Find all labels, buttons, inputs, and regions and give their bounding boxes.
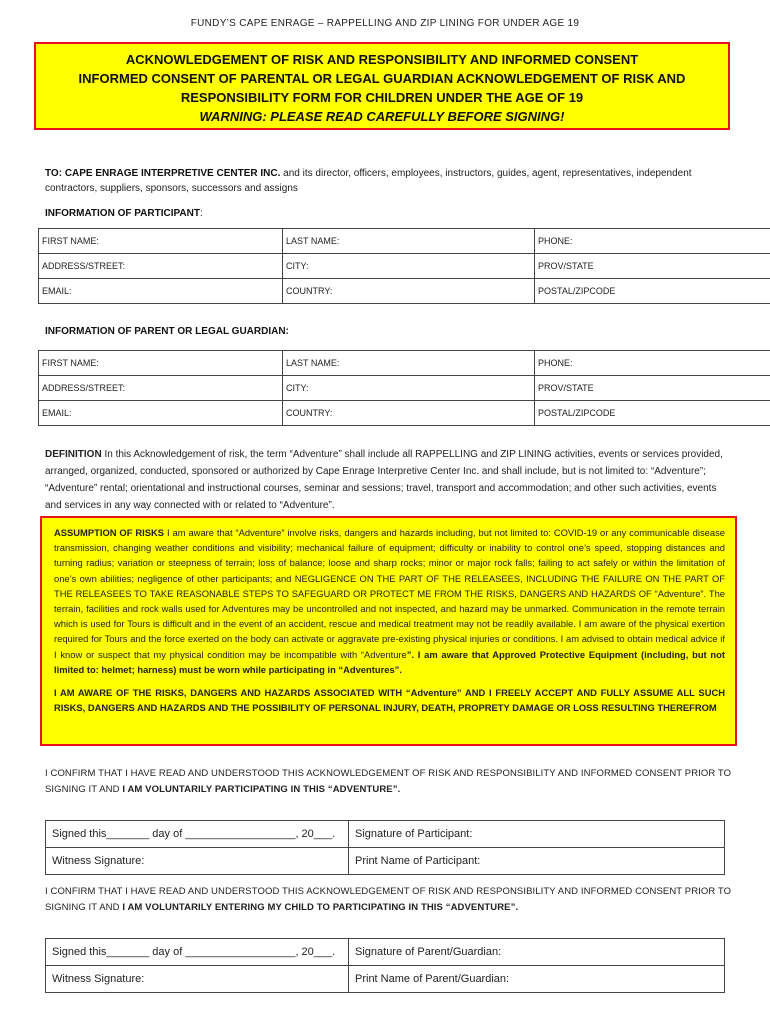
- guardian-city-field[interactable]: CITY:: [283, 376, 535, 401]
- participant-signature-field[interactable]: Signature of Participant:: [349, 821, 725, 848]
- participant-first-name-field[interactable]: FIRST NAME:: [39, 229, 283, 254]
- guardian-last-name-field[interactable]: LAST NAME:: [283, 351, 535, 376]
- risks-paragraph: [54, 525, 725, 677]
- participant-info-table: [38, 228, 770, 304]
- guardian-confirmation: [45, 884, 735, 916]
- definition-text: In this Acknowledgement of risk, the term “Adventure” shall include all RAPPELLING and ZIP LINING activities, events or services provided, arranged, organized, conducted, sponsored or authorized by Cape Enrage Interpretive Center Inc. and shall include, but is not limited to: “Adventure”; “Adventure” rental; orientational and instructional courses, seminar and sessions; travel, transport and accommodation; and other such activities, events and services in any way connected with or related to “Adventure”.: [45, 449, 723, 511]
- guardian-signature-table: [45, 938, 725, 993]
- table-row: [46, 939, 725, 966]
- participant-city-field[interactable]: CITY:: [283, 254, 535, 279]
- guardian-first-name-field[interactable]: FIRST NAME:: [39, 351, 283, 376]
- table-row: [39, 351, 770, 376]
- title-line-3: RESPONSIBILITY FORM FOR CHILDREN UNDER THE AGE OF 19: [180, 90, 584, 105]
- participant-confirmation: [45, 766, 735, 798]
- participant-phone-field[interactable]: PHONE:: [535, 229, 770, 254]
- participant-last-name-field[interactable]: LAST NAME:: [283, 229, 535, 254]
- participant-address-field[interactable]: ADDRESS/STREET:: [39, 254, 283, 279]
- risks-bold-lead: ASSUMPTION OF RISKS: [54, 527, 165, 538]
- confirmation-text: I CONFIRM THAT I HAVE READ AND UNDERSTOOD THIS ACKNOWLEDGEMENT OF RISK AND RESPONSIBILITY AND INFORMED CONSENT PRIOR TO SIGNING IT AND: [45, 886, 732, 913]
- risks-text: I am aware that “Adventure” involve risks, dangers and hazards including, but not limited to: COVID-19 or any communicable disease transmission, changing weather conditions and visibility; mechanical failure of equipment; difficulty or inability to control one’s speed, stopping distances and turning radius; variation or steepness of terrain; loss of balance; loose and sharp rocks; minor or major rock falls; failing to act safely or within the limitation of one’s own abilities; negligence of other participants; and NEGLIGENCE ON THE PART OF THE RELEASEES, INCLUDING THE FAILURE ON THE PART OF THE RELEASEES TO TAKE REASONABLE STEPS TO SAFEGUARD OR PROTECT ME FROM THE RISKS, DANGERS AND HAZARDS OF “Adventure”. The terrain, facilities and rock walls used for Adventures may be uncontrolled and not inspected, and hazard may be unmarked. Communication in the remote terrain which is used for Tours is difficult and in the event of an accident, rescue and medical treatment may not be readily available. I am aware of the physical exertion required for Tours and the force exerted on the body can activate or aggravate pre-existing physical injuries or conditions. I am advised to obtain medical advice if I know or suspect that my physical condition may be incompatible with “Adventure: [54, 527, 725, 660]
- addressee-bold: TO: CAPE ENRAGE INTERPRETIVE CENTER INC.: [45, 168, 281, 179]
- guardian-signed-date-field[interactable]: Signed this_______ day of __________________, 20___.: [46, 939, 349, 966]
- guardian-prov-field[interactable]: PROV/STATE: [535, 376, 770, 401]
- document-header: FUNDY’S CAPE ENRAGE – RAPPELLING AND ZIP LINING FOR UNDER AGE 19: [190, 18, 580, 29]
- guardian-heading: INFORMATION OF PARENT OR LEGAL GUARDIAN:: [45, 326, 289, 337]
- guardian-signature-field[interactable]: Signature of Parent/Guardian:: [349, 939, 725, 966]
- risks-bold-tail: ”. I am aware that Approved Protective Equipment (including, but not limited to: helmet; harness) must be worn while participating in “Adventures”.: [54, 648, 725, 675]
- participant-signature-table: [45, 820, 725, 875]
- confirmation-bold: I AM VOLUNTARILY ENTERING MY CHILD TO PARTICIPATING IN THIS “ADVENTURE”.: [122, 902, 519, 913]
- title-line-1: ACKNOWLEDGEMENT OF RISK AND RESPONSIBILITY AND INFORMED CONSENT: [125, 52, 639, 67]
- table-row: [46, 821, 725, 848]
- title-line-2: INFORMED CONSENT OF PARENTAL OR LEGAL GUARDIAN ACKNOWLEDGEMENT OF RISK AND: [78, 71, 686, 86]
- table-row: [39, 401, 770, 426]
- guardian-country-field[interactable]: COUNTRY:: [283, 401, 535, 426]
- confirmation-text: I CONFIRM THAT I HAVE READ AND UNDERSTOOD THIS ACKNOWLEDGEMENT OF RISK AND RESPONSIBILITY AND INFORMED CONSENT PRIOR TO SIGNING IT AND: [45, 768, 732, 795]
- table-row: [39, 279, 770, 304]
- guardian-phone-field[interactable]: PHONE:: [535, 351, 770, 376]
- participant-email-field[interactable]: EMAIL:: [39, 279, 283, 304]
- table-row: [39, 376, 770, 401]
- guardian-email-field[interactable]: EMAIL:: [39, 401, 283, 426]
- guardian-witness-field[interactable]: Witness Signature:: [46, 966, 349, 993]
- guardian-postal-field[interactable]: POSTAL/ZIPCODE: [535, 401, 770, 426]
- definition-paragraph: [45, 446, 730, 514]
- addressee-text: and its director, officers, employees, instructors, guides, agent, representatives, independent contractors, suppliers, sponsors, successors and assigns: [45, 168, 692, 194]
- participant-prov-field[interactable]: PROV/STATE: [535, 254, 770, 279]
- warning-line: WARNING: PLEASE READ CAREFULLY BEFORE SIGNING!: [199, 109, 565, 124]
- addressee-paragraph: [45, 166, 735, 196]
- participant-witness-field[interactable]: Witness Signature:: [46, 848, 349, 875]
- participant-country-field[interactable]: COUNTRY:: [283, 279, 535, 304]
- guardian-address-field[interactable]: ADDRESS/STREET:: [39, 376, 283, 401]
- table-row: [46, 848, 725, 875]
- table-row: [46, 966, 725, 993]
- title-box: [34, 42, 730, 130]
- definition-bold: DEFINITION: [45, 449, 102, 460]
- table-row: [39, 229, 770, 254]
- participant-postal-field[interactable]: POSTAL/ZIPCODE: [535, 279, 770, 304]
- participant-signed-date-field[interactable]: Signed this_______ day of __________________, 20___.: [46, 821, 349, 848]
- guardian-info-table: [38, 350, 770, 426]
- risks-aware-statement: I AM AWARE OF THE RISKS, DANGERS AND HAZARDS ASSOCIATED WITH “Adventure” AND I FREELY ACCEPT AND FULLY ASSUME ALL SUCH RISKS, DANGERS AND HAZARDS AND THE POSSIBILITY OF PERSONAL INJURY, DEATH, PROPRETY DAMAGE OR LOSS RESULTING THEREFROM: [54, 687, 725, 714]
- assumption-of-risks-box: [40, 516, 737, 746]
- confirmation-bold: I AM VOLUNTARILY PARTICIPATING IN THIS “ADVENTURE”.: [122, 784, 401, 795]
- table-row: [39, 254, 770, 279]
- participant-heading: INFORMATION OF PARTICIPANT:: [45, 208, 203, 219]
- participant-print-name-field[interactable]: Print Name of Participant:: [349, 848, 725, 875]
- guardian-print-name-field[interactable]: Print Name of Parent/Guardian:: [349, 966, 725, 993]
